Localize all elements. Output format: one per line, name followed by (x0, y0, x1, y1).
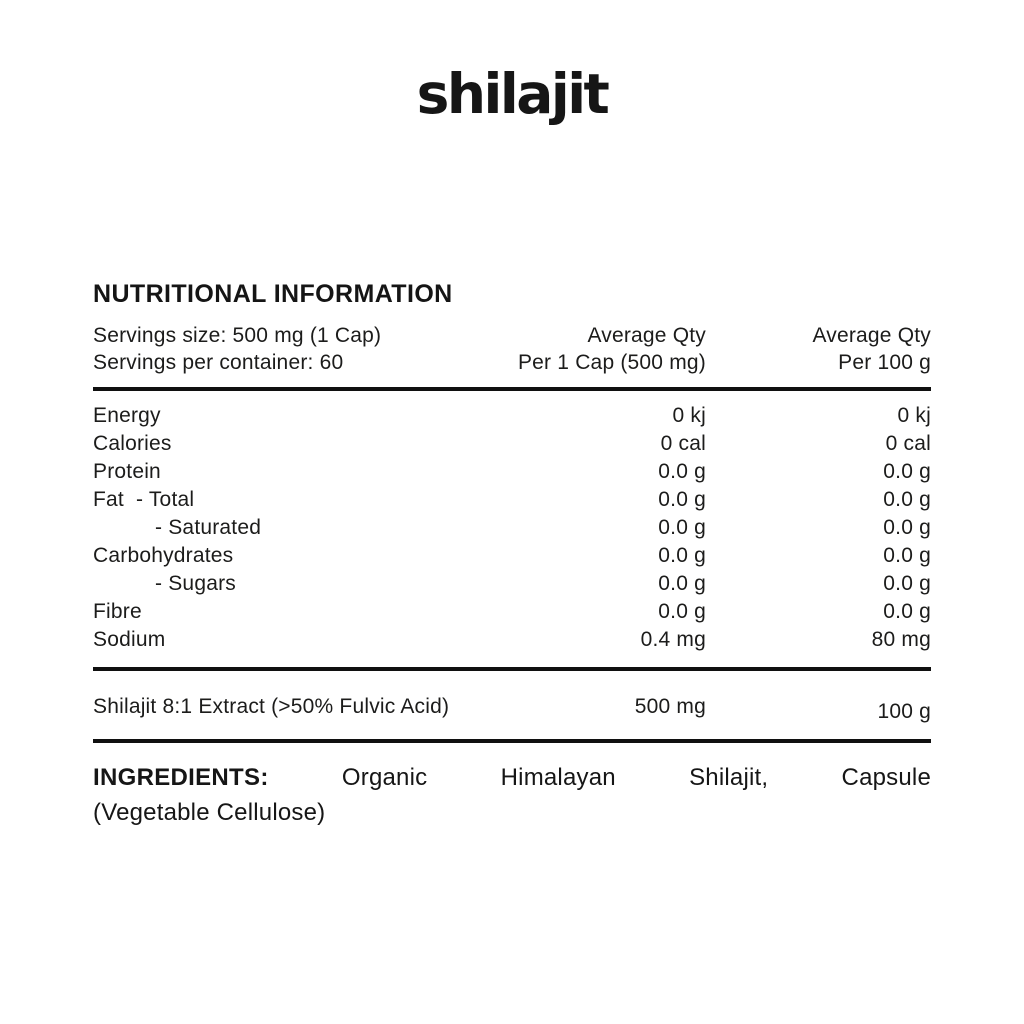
row-value-per-cap: 0 kj (672, 404, 706, 427)
table-row (93, 598, 931, 626)
row-label: Energy (93, 404, 161, 427)
ingredients-label: INGREDIENTS: (93, 764, 269, 791)
row-value-per-cap: 0.0 g (658, 516, 706, 539)
row-label: Calories (93, 432, 172, 455)
row-value-per-100g: 0.0 g (883, 488, 931, 511)
table-row (93, 626, 931, 654)
column-header-per-cap (491, 322, 706, 376)
extract-row (93, 671, 931, 739)
servings-per-container-label: Servings per container: 60 (93, 351, 344, 374)
column-header-per-100g-line2: Per 100 g (838, 351, 931, 374)
column-header-per-cap-line2: Per 1 Cap (500 mg) (517, 351, 706, 374)
ingredients-line-2: (Vegetable Cellulose) (93, 799, 326, 826)
servings-size-label: Servings size: 500 mg (1 Cap) (93, 324, 382, 347)
nutrition-title: NUTRITIONAL INFORMATION (93, 280, 453, 308)
row-value-per-cap: 0.0 g (658, 600, 706, 623)
row-label: Fat - Total (93, 488, 195, 511)
row-value-per-100g: 0.0 g (883, 572, 931, 595)
row-value-per-cap: 0 cal (660, 432, 706, 455)
row-value-per-cap: 0.0 g (658, 460, 706, 483)
extract-label: Shilajit 8:1 Extract (>50% Fulvic Acid) (93, 695, 450, 718)
table-row (93, 570, 931, 598)
row-label: Carbohydrates (93, 544, 234, 567)
row-label: - Sugars (155, 572, 236, 595)
row-value-per-cap: 0.0 g (658, 488, 706, 511)
ingredients-line-1 (93, 760, 931, 795)
extract-value-per-cap: 500 mg (634, 695, 706, 718)
table-row (93, 486, 931, 514)
extract-value-per-100g (706, 695, 931, 723)
row-value-per-100g: 0 cal (885, 432, 931, 455)
table-header (93, 322, 931, 376)
ingredients-section (93, 760, 931, 830)
row-value-per-cap: 0.4 mg (640, 628, 706, 651)
divider-top (93, 387, 931, 391)
extract-value-per-100g-text: 100 g (877, 700, 931, 723)
servings-info (93, 322, 491, 376)
row-label: Protein (93, 460, 161, 483)
row-label: Sodium (93, 628, 166, 651)
row-label: - Saturated (155, 516, 262, 539)
table-row (93, 514, 931, 542)
product-label (93, 54, 931, 830)
table-row (93, 402, 931, 430)
column-header-per-100g (706, 322, 931, 376)
row-value-per-100g: 0 kj (897, 404, 931, 427)
column-header-per-100g-line1: Average Qty (812, 324, 931, 347)
row-value-per-100g: 0.0 g (883, 516, 931, 539)
row-value-per-100g: 0.0 g (883, 544, 931, 567)
brand-logo: shilajit (416, 62, 608, 126)
row-value-per-100g: 0.0 g (883, 600, 931, 623)
row-value-per-cap: 0.0 g (658, 572, 706, 595)
ingredients-text: Organic Himalayan Shilajit, Capsule (341, 764, 931, 791)
row-value-per-100g: 80 mg (871, 628, 931, 651)
row-value-per-cap: 0.0 g (658, 544, 706, 567)
table-row (93, 430, 931, 458)
divider-bottom (93, 739, 931, 743)
table-row (93, 458, 931, 486)
row-label: Fibre (93, 600, 142, 623)
column-header-per-cap-line1: Average Qty (587, 324, 706, 347)
nutrition-table-body (93, 402, 931, 654)
table-row (93, 542, 931, 570)
row-value-per-100g: 0.0 g (883, 460, 931, 483)
